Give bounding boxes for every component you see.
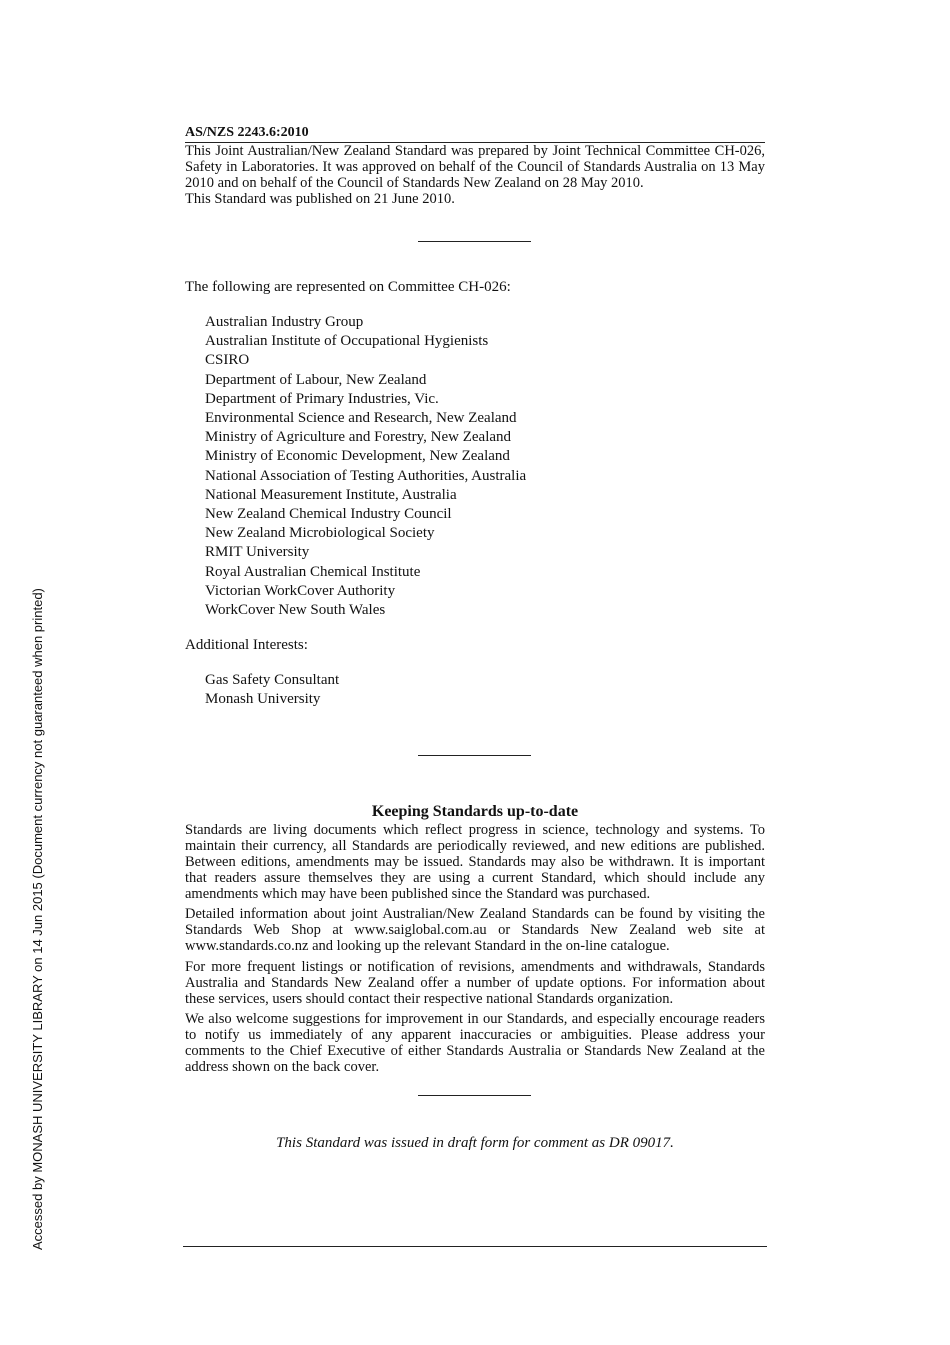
list-item: RMIT University (205, 544, 310, 561)
standard-code: AS/NZS 2243.6:2010 (185, 125, 309, 140)
list-item: Royal Australian Chemical Institute (205, 563, 421, 580)
committee-member-list (185, 313, 765, 620)
preparation-paragraph: This Joint Australian/New Zealand Standard was prepared by Joint Technical Committee CH-026, Safety in Laboratories. It was approved on behalf of the Council of Standards Australia on 13 May 2010 and on behalf of the Council of Standards New Zealand on 28 May 2010. (185, 143, 765, 191)
page-content (185, 124, 765, 1153)
keeping-standards-paragraph: Detailed information about joint Australian/New Zealand Standards can be found by visiting the Standards Web Shop at www.saiglobal.com.au or Standards New Zealand web site at www.standards.co.nz and looking up the relevant Standard in the on-line catalogue. (185, 906, 765, 955)
list-item: New Zealand Microbiological Society (205, 525, 435, 542)
keeping-standards-heading: Keeping Standards up-to-date (371, 802, 579, 820)
published-date-line: This Standard was published on 21 June 2010. (185, 191, 455, 207)
list-item: National Association of Testing Authorities, Australia (205, 467, 527, 484)
committee-intro: The following are represented on Committee CH-026: (185, 279, 511, 295)
section-divider-2 (418, 755, 531, 756)
additional-interests-list (185, 671, 765, 709)
keeping-standards-paragraph: Standards are living documents which reflect progress in science, technology and systems. To maintain their currency, all Standards are periodically reviewed, and new editions are published. Between editions, amendments may be issued. Standards may also be withdrawn. It is important that readers assure themselves they are using a current Standard, which should include any amendments which may have been published since the Standard was purchased. (185, 821, 765, 902)
list-item: Australian Institute of Occupational Hygienists (205, 333, 489, 350)
list-item: Australian Industry Group (205, 314, 364, 330)
list-item: National Measurement Institute, Australia (205, 486, 457, 503)
list-item: Victorian WorkCover Authority (205, 582, 396, 599)
keeping-standards-paragraph: For more frequent listings or notification of revisions, amendments and withdrawals, Standards Australia and Standards New Zealand offer a number of update options. For information about these services, users should contact their respective national Standards organization. (185, 958, 765, 1007)
list-item: Monash University (205, 691, 321, 708)
additional-interests-intro: Additional Interests: (185, 637, 308, 654)
section-divider-3 (418, 1095, 531, 1096)
list-item: Ministry of Agriculture and Forestry, New Zealand (205, 429, 512, 446)
list-item: Environmental Science and Research, New Zealand (205, 410, 517, 427)
keeping-standards-paragraph: We also welcome suggestions for improvement in our Standards, and especially encourage readers to notify us immediately of any apparent inaccuracies or ambiguities. Please address your comments to the Chief Executive of either Standards Australia or Standards New Zealand at the address shown on the back cover. (185, 1011, 765, 1076)
list-item: WorkCover New South Wales (205, 602, 386, 619)
list-item: Gas Safety Consultant (205, 672, 340, 689)
list-item: Department of Primary Industries, Vic. (205, 390, 439, 407)
list-item: Ministry of Economic Development, New Zealand (205, 448, 510, 465)
draft-note: This Standard was issued in draft form for comment as DR 09017. (276, 1135, 674, 1152)
section-divider-1 (418, 241, 531, 242)
list-item: CSIRO (205, 352, 250, 369)
list-item: Department of Labour, New Zealand (205, 371, 427, 388)
keeping-standards-body (185, 822, 765, 1076)
footer-rule (183, 1246, 767, 1247)
access-watermark: Accessed by MONASH UNIVERSITY LIBRARY on 14 Jun 2015 (Document currency not guaranteed when printed) (30, 588, 45, 1250)
list-item: New Zealand Chemical Industry Council (205, 506, 452, 523)
